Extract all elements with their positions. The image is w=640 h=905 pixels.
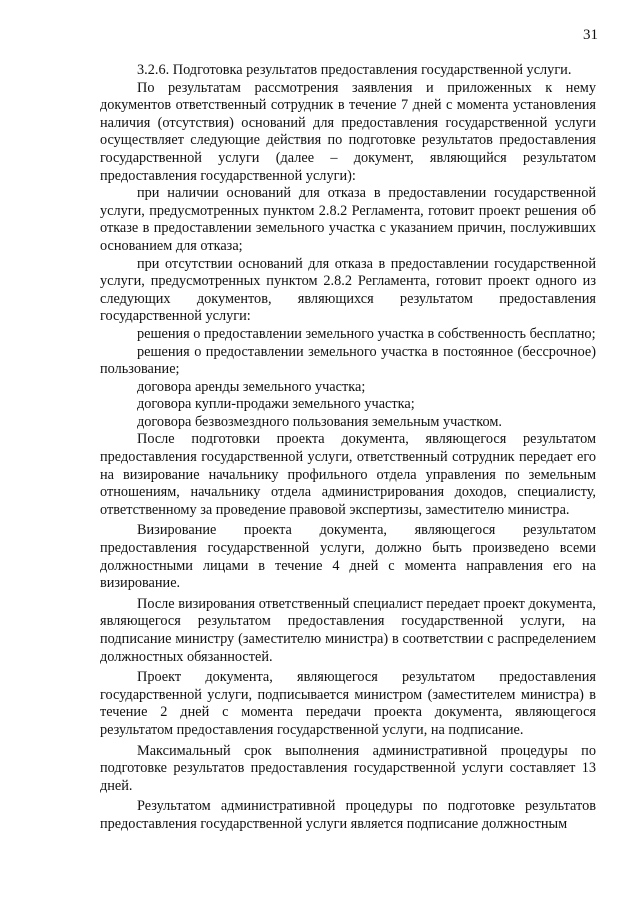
list-item-lease-agreement: договора аренды земельного участка; [137, 378, 366, 395]
paragraph-signing-deadline: Проект документа, являющегося результатом предоставления государственной услуги, подписывается министром (заместителем министра) в течение 2 дней с момента передачи проекта документа, являющегося результатом предоставления государственной услуги, на подписание. [100, 669, 596, 738]
paragraph-refusal-grounds: при наличии оснований для отказа в предоставлении государственной услуги, предусмотренных пунктом 2.8.2 Регламента, готовит проект решения об отказе в предоставлении земельного участка с указанием причин, послуживших основанием для отказа; [100, 185, 596, 254]
document-body [100, 62, 596, 834]
paragraph-approval-routing: После подготовки проекта документа, являющегося результатом предоставления государственной услуги, ответственный сотрудник передает его на визирование начальнику профильного отдела управления по земельным отношениям, начальнику отдела администрирования доходов, специалисту, ответственному за проведение правовой экспертизы, заместителю министра. [100, 431, 596, 518]
paragraph-procedure-intro: По результатам рассмотрения заявления и приложенных к нему документов ответственный сотрудник в течение 7 дней с момента установления наличия (отсутствия) оснований для предоставления государственной услуги осуществляет следующие действия по подготовке результатов предоставления государственной услуги (далее – документ, являющийся результатом предоставления государственной услуги): [100, 79, 596, 184]
list-item-free-use-agreement: договора безвозмездного пользования земельным участком. [137, 413, 502, 430]
paragraph-procedure-result: Результатом административной процедуры по подготовке результатов предоставления государственной услуги является подписание должностным [100, 798, 596, 832]
page-number: 31 [583, 27, 598, 43]
list-item-permanent-use-decision: решения о предоставлении земельного участка в постоянное (бессрочное) пользование; [100, 343, 596, 378]
list-item-sale-agreement: договора купли-продажи земельного участка; [137, 396, 415, 413]
paragraph-approval-deadline: Визирование проекта документа, являющегося результатом предоставления государственной услуги, должно быть произведено всеми должностными лицами в течение 4 дней с момента направления его на визирование. [100, 522, 596, 592]
paragraph-signing-transfer: После визирования ответственный специалист передает проект документа, являющегося результатом предоставления государственной услуги, на подписание министру (заместителю министра) в соответствии с распределением должностных обязанностей. [100, 595, 596, 665]
paragraph-max-duration: Максимальный срок выполнения административной процедуры по подготовке результатов предоставления государственной услуги составляет 13 дней. [100, 742, 596, 794]
section-heading: 3.2.6. Подготовка результатов предоставления государственной услуги. [137, 62, 572, 78]
paragraph-no-refusal-grounds: при отсутствии оснований для отказа в предоставлении государственной услуги, предусмотренных пунктом 2.8.2 Регламента, готовит проект одного из следующих документов, являющихся результатом предоставления государственной услуги: [100, 255, 596, 325]
list-item-ownership-decision: решения о предоставлении земельного участка в собственность бесплатно; [137, 325, 596, 342]
